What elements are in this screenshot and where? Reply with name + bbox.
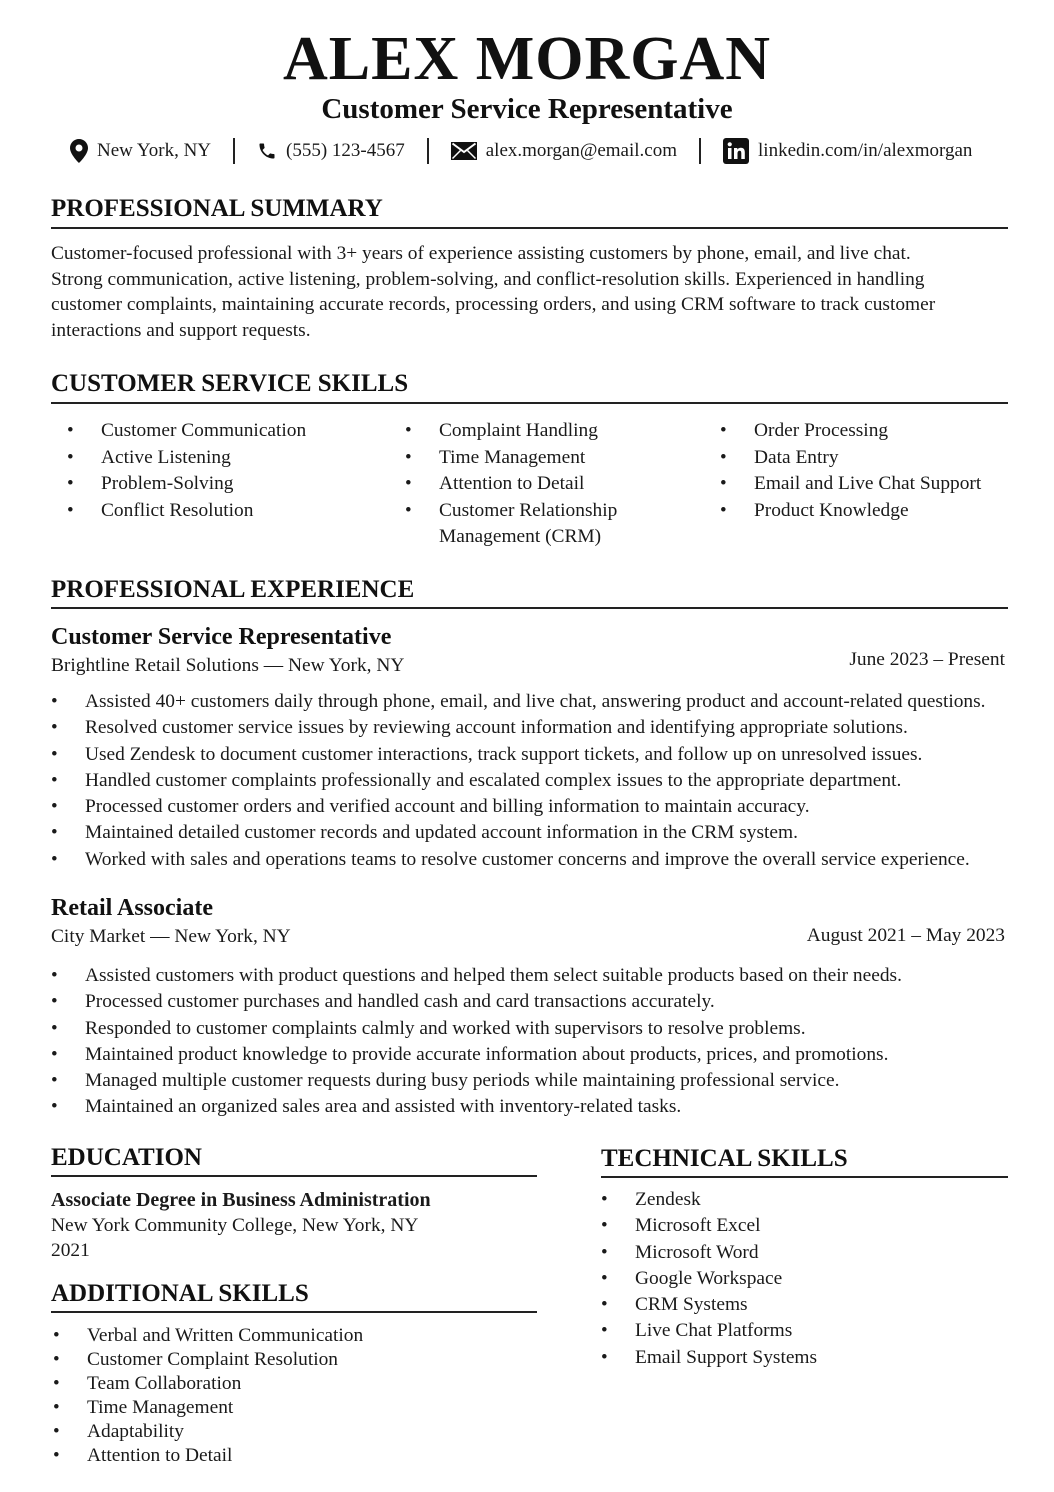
list-item: • Worked with sales and operations teams to resolve customer concerns and improve the overall service experience.	[51, 847, 1031, 873]
list-item: • Customer Communication	[67, 418, 387, 445]
contact-location	[70, 139, 211, 163]
list-item: • Team Collaboration	[53, 1372, 533, 1396]
linkedin-link[interactable]: linkedin.com/in/alexmorgan	[758, 140, 973, 161]
contact-email	[451, 140, 677, 162]
contact-divider	[699, 138, 701, 164]
list-item: • Maintained detailed customer records and updated account information in the CRM system.	[51, 820, 1031, 846]
list-item: • Microsoft Excel	[601, 1213, 1001, 1239]
summary-line: interactions and support requests.	[51, 319, 311, 341]
summary-line: Strong communication, active listening, problem-solving, and conflict-resolution skills. Experienced in handling	[51, 268, 925, 290]
job-bullets	[51, 963, 1031, 1121]
section-rule	[51, 1175, 537, 1177]
list-item: • Resolved customer service issues by reviewing account information and identifying appropriate solutions.	[51, 715, 1031, 741]
location-pin-icon	[70, 139, 88, 163]
list-item-continuation: Management (CRM)	[439, 526, 602, 547]
additional-skills-list	[53, 1324, 533, 1468]
job-company: City Market — New York, NY	[51, 926, 291, 947]
contact-bar	[70, 136, 972, 166]
list-item: • Customer Relationship	[405, 498, 705, 525]
section-title-education: EDUCATION	[51, 1144, 202, 1171]
list-item: • Order Processing	[720, 418, 1020, 445]
list-item: • Maintained an organized sales area and assisted with inventory-related tasks.	[51, 1094, 1031, 1120]
cs-skills-col-2	[405, 418, 705, 524]
list-item: • Assisted customers with product questions and helped them select suitable products based on their needs.	[51, 963, 1031, 989]
list-item: • Microsoft Word	[601, 1240, 1001, 1266]
contact-linkedin	[723, 138, 972, 164]
list-item: • Live Chat Platforms	[601, 1318, 1001, 1344]
list-item: • Verbal and Written Communication	[53, 1324, 533, 1348]
job-company: Brightline Retail Solutions — New York, NY	[51, 655, 405, 676]
list-item: • CRM Systems	[601, 1292, 1001, 1318]
list-item: • Attention to Detail	[53, 1444, 533, 1468]
section-rule	[51, 1311, 537, 1313]
list-item: • Problem-Solving	[67, 471, 387, 498]
list-item: • Active Listening	[67, 445, 387, 472]
section-title-experience: PROFESSIONAL EXPERIENCE	[51, 576, 415, 603]
job-bullets	[51, 689, 1031, 873]
candidate-title: Customer Service Representative	[321, 93, 733, 125]
section-rule	[601, 1176, 1008, 1178]
list-item: • Attention to Detail	[405, 471, 705, 498]
list-item: • Product Knowledge	[720, 498, 1020, 525]
job-title: Retail Associate	[51, 895, 213, 921]
list-item: • Handled customer complaints professionally and escalated complex issues to the appropriate department.	[51, 768, 1031, 794]
list-item: • Time Management	[405, 445, 705, 472]
list-item: • Adaptability	[53, 1420, 533, 1444]
list-item: • Maintained product knowledge to provide accurate information about products, prices, and promotions.	[51, 1042, 1031, 1068]
list-item: • Used Zendesk to document customer interactions, track support tickets, and follow up on unresolved issues.	[51, 742, 1031, 768]
contact-divider	[427, 138, 429, 164]
job-dates: August 2021 – May 2023	[806, 925, 1005, 946]
list-item: • Email and Live Chat Support	[720, 471, 1020, 498]
list-item: • Time Management	[53, 1396, 533, 1420]
cs-skills-col-3	[720, 418, 1020, 524]
contact-divider	[233, 138, 235, 164]
list-item: • Complaint Handling	[405, 418, 705, 445]
section-title-additional-skills: ADDITIONAL SKILLS	[51, 1280, 309, 1307]
email-link[interactable]: alex.morgan@email.com	[485, 140, 678, 161]
list-item: • Assisted 40+ customers daily through phone, email, and live chat, answering product and account-related questions.	[51, 689, 1031, 715]
list-item: • Data Entry	[720, 445, 1020, 472]
cs-skills-col-1	[67, 418, 387, 524]
section-rule	[51, 402, 1008, 404]
list-item: • Zendesk	[601, 1187, 1001, 1213]
phone-icon	[257, 141, 277, 161]
summary-line: customer complaints, maintaining accurate records, processing orders, and using CRM software to track customer	[51, 294, 936, 315]
list-item: • Managed multiple customer requests during busy periods while maintaining professional service.	[51, 1068, 1031, 1094]
phone-text: (555) 123-4567	[286, 140, 405, 161]
contact-phone	[257, 140, 405, 162]
section-title-cs-skills: CUSTOMER SERVICE SKILLS	[51, 370, 409, 397]
list-item: • Conflict Resolution	[67, 498, 387, 525]
education-year: 2021	[51, 1240, 90, 1261]
candidate-name: ALEX MORGAN	[282, 25, 772, 93]
job-title: Customer Service Representative	[51, 624, 392, 650]
envelope-icon	[451, 142, 477, 160]
job-dates: June 2023 – Present	[849, 649, 1005, 670]
section-rule	[51, 607, 1008, 609]
list-item: • Processed customer orders and verified account and billing information to maintain accuracy.	[51, 794, 1031, 820]
section-rule	[51, 227, 1008, 229]
location-text: New York, NY	[97, 140, 212, 161]
technical-skills-list	[601, 1187, 1001, 1371]
list-item: • Email Support Systems	[601, 1345, 1001, 1371]
list-item: • Responded to customer complaints calmly and worked with supervisors to resolve problems.	[51, 1016, 1031, 1042]
list-item: • Google Workspace	[601, 1266, 1001, 1292]
summary-text	[51, 241, 1011, 343]
linkedin-icon	[723, 138, 749, 164]
summary-line: Customer-focused professional with 3+ years of experience assisting customers by phone, email, and live chat.	[51, 243, 911, 264]
list-item: • Processed customer purchases and handled cash and card transactions accurately.	[51, 989, 1031, 1015]
education-degree: Associate Degree in Business Administration	[51, 1189, 431, 1211]
education-school: New York Community College, New York, NY	[51, 1215, 419, 1236]
section-title-summary: PROFESSIONAL SUMMARY	[51, 195, 383, 222]
list-item: • Customer Complaint Resolution	[53, 1348, 533, 1372]
section-title-technical-skills: TECHNICAL SKILLS	[601, 1145, 848, 1172]
